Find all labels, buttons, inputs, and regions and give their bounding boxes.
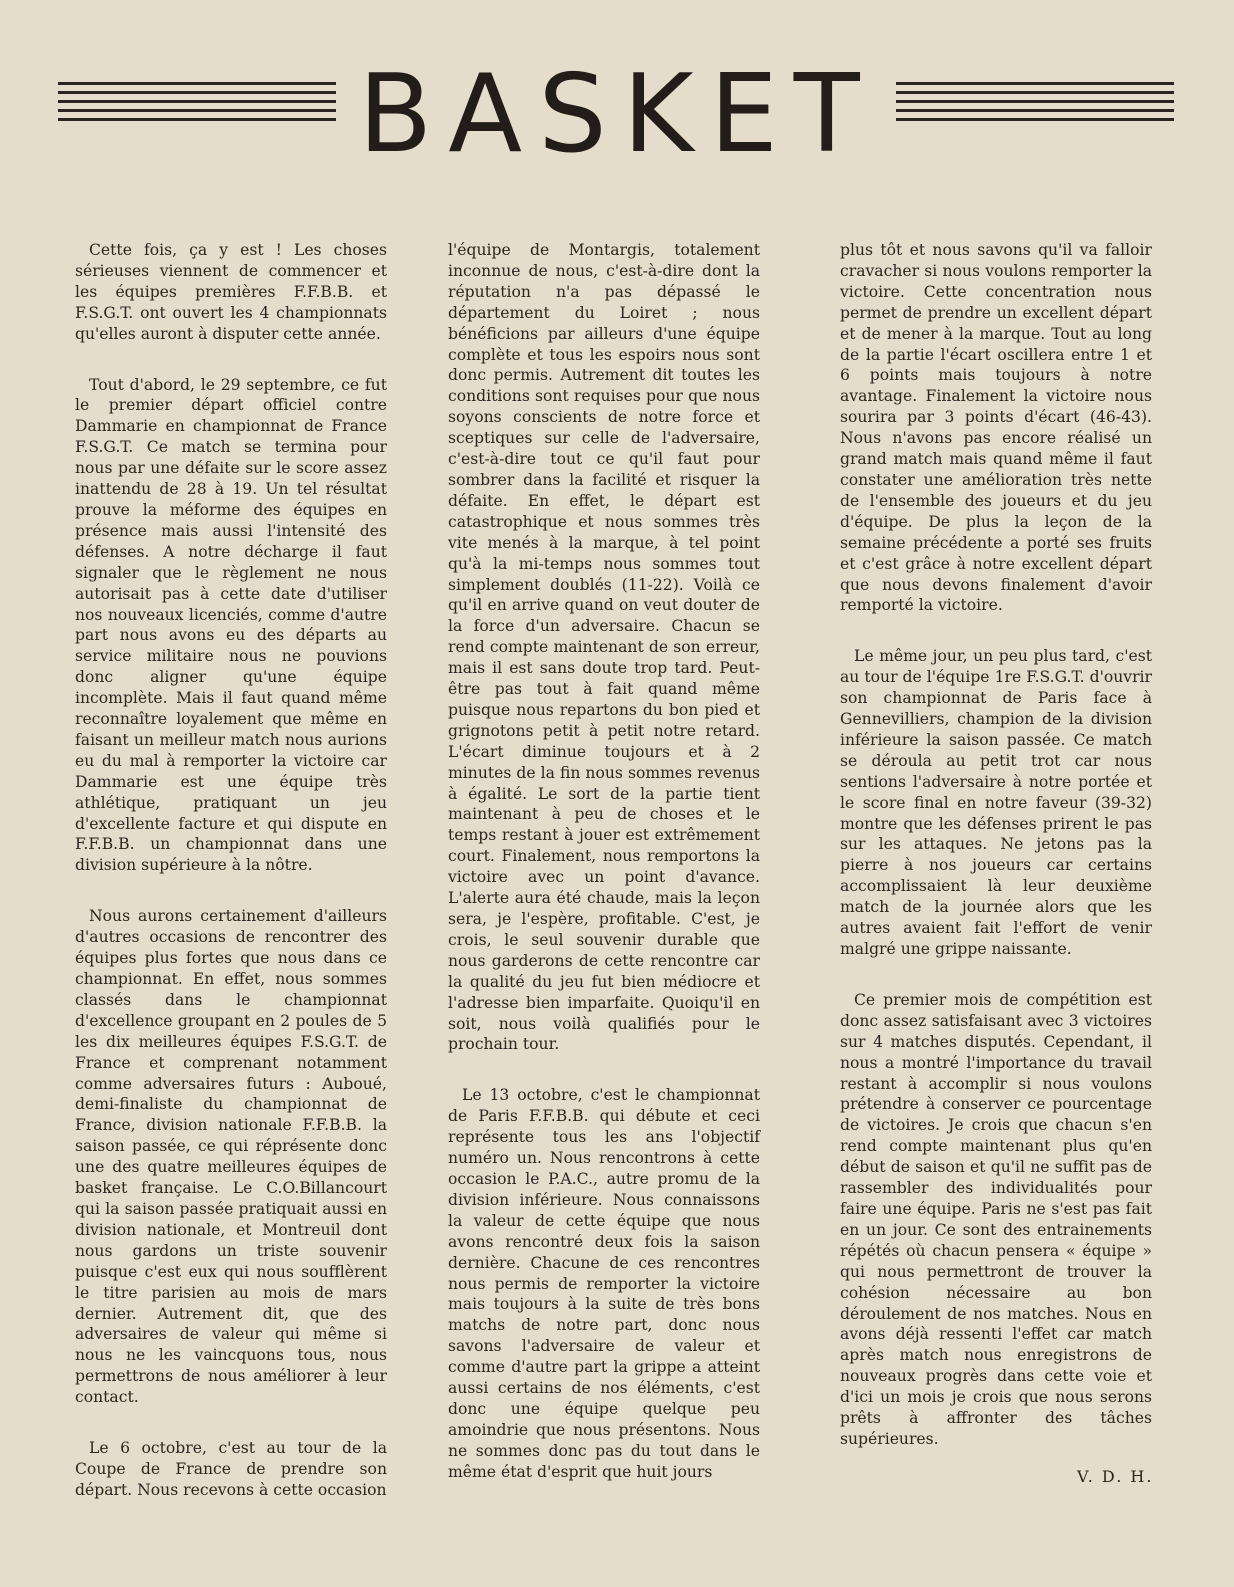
paragraph: l'équipe de Montargis, totalement inconnue de nous, c'est-à-dire dont la réputation n'a pas dépassé le département du Loiret ; nous bénéficions par ailleurs d'une équipe complète et tous les espoirs nous sont donc permis. Autrement dit toutes les conditions sont requises pour que nous soyons conscients de notre force et sceptiques sur celle de l'adversaire, c'est-à-dire tout ce qu'il faut pour sombrer dans la facilité et risquer la défaite. En effet, le départ est catastrophique et nous sommes très vite menés à la marque, à tel point qu'à la mi-temps nous sommes tout simplement doublés (11-22). Voilà ce qu'il en arrive quand on veut douter de la force d'un adversaire. Chacun se rend compte maintenant de son erreur, mais il est sans doute trop tard. Peut-être pas tout à fait quand même puisque nous repartons du bon pied et grignotons petit à petit notre retard. L'écart diminue toujours et à 2 minutes de la fin nous sommes revenus à égalité. Le sort de la partie tient maintenant à peu de choses et le temps restant à jouer est extrêmement court. Finalement, nous remportons la victoire avec un point d'avance. L'alerte aura été chaude, mais la leçon sera, je l'espère, profitable. C'est, je crois, le seul souvenir durable que nous garderons de cette rencontre car la qualité du jeu fut bien médiocre et l'adresse bien imparfaite. Quoiqu'il en soit, nous voilà qualifiés pour le prochain tour. <box>448 241 760 1054</box>
article-column-3 <box>840 240 1152 1450</box>
paragraph: Le même jour, un peu plus tard, c'est au tour de l'équipe 1re F.S.G.T. d'ouvrir son championnat de Paris face à Gennevilliers, champion de la division inférieure la saison passée. Ce match se déroula au petit trot car nous sentions l'adversaire à notre portée et le score final en notre faveur (39-32) montre que les défenses prirent le pas sur les attaques. Ne jetons pas la pierre à nos joueurs car certains accomplissaient là leur deuxième match de la journée alors que les autres avaient fait l'effort de venir malgré une grippe naissante. <box>840 647 1152 958</box>
paragraph: plus tôt et nous savons qu'il va falloir cravacher si nous voulons remporter la victoire. Cette concentration nous permet de prendre un excellent départ et de mener à la marque. Tout au long de la partie l'écart oscillera entre 1 et 6 points mais toujours à notre avantage. Finalement la victoire nous sourira par 3 points d'écart (46-43). Nous n'avons pas encore réalisé un grand match mais quand même il faut constater une amélioration très nette de l'ensemble des joueurs et du jeu d'équipe. De plus la leçon de la semaine précédente a porté ses fruits et c'est grâce à notre excellent départ que nous devons finalement d'avoir remporté la victoire. <box>840 241 1152 615</box>
article-column-2 <box>448 240 760 1483</box>
paragraph: Le 13 octobre, c'est le championnat de Paris F.F.B.B. qui débute et ceci représente tous les ans l'objectif numéro un. Nous rencontrons à cette occasion le P.A.C., autre promu de la division inférieure. Nous connaissons la valeur de cette équipe que nous avons rencontré deux fois la saison dernière. Chacune de ces rencontres nous permis de remporter la victoire mais toujours à la suite de très bons matchs de notre part, donc nous savons l'adversaire de valeur et comme d'autre part la grippe a atteint aussi certains de nos éléments, c'est donc une équipe quelque peu amoindrie que nous présentons. Nous ne sommes donc pas du tout dans le même état d'esprit que huit jours <box>448 1086 760 1481</box>
paragraph: Cette fois, ça y est ! Les choses sérieuses viennent de commencer et les équipes premières F.F.B.B. et F.S.G.T. ont ouvert les 4 championnats qu'elles auront à disputer cette année. <box>75 241 387 343</box>
paragraph: Nous aurons certainement d'ailleurs d'autres occasions de rencontrer des équipes plus fortes que nous dans ce championnat. En effet, nous sommes classés dans le championnat d'excellence groupant en 2 poules de 5 les dix meilleures équipes F.S.G.T. de France et comprenant notamment comme adversaires futurs : Auboué, demi-finaliste du championnat de France, division nationale F.F.B.B. la saison passée, ce qui réprésente donc une des quatre meilleures équipes de basket française. Le C.O.Billancourt qui la saison passée pratiquait aussi en division nationale, et Montreuil dont nous gardons un triste souvenir puisque c'est eux qui nous soufflèrent le titre parisien au mois de mars dernier. Autrement dit, que des adversaires de valeur qui même si nous ne les vaincquons tous, nous permettrons de nous améliorer à leur contact. <box>75 907 387 1407</box>
article-column-1 <box>75 240 387 1501</box>
decorative-rules-right <box>896 82 1174 126</box>
paragraph: Le 6 octobre, c'est au tour de la Coupe de France de prendre son départ. Nous recevons à cette occasion <box>75 1439 387 1499</box>
author-signature: V. D. H. <box>1077 1467 1154 1486</box>
masthead <box>0 52 1234 177</box>
paragraph: Ce premier mois de compétition est donc assez satisfaisant avec 3 victoires sur 4 matches disputés. Cependant, il nous a montré l'importance du travail restant à accomplir si nous voulons prétendre à conserver ce pourcentage de victoires. Je crois que chacun s'en rend compte maintenant plus qu'en début de saison et qu'il ne suffit pas de rassembler des individualités pour faire une équipe. Paris ne s'est pas fait en un jour. Ce sont des entrainements répétés où chacun pensera « équipe » qui nous permettront de trouver la cohésion nécessaire au bon déroulement de nos matches. Nous en avons déjà ressenti l'effet car match après match nous enregistrons de nouveaux progrès dans cette voie et d'ici un mois je crois que nous serons prêts à affronter des tâches supérieures. <box>840 990 1152 1448</box>
decorative-rules-left <box>58 82 336 126</box>
paragraph: Tout d'abord, le 29 septembre, ce fut le premier départ officiel contre Dammarie en championnat de France F.S.G.T. Ce match se termina pour nous par une défaite sur le score assez inattendu de 28 à 19. Un tel résultat prouve la méforme des équipes en présence mais aussi l'intensité des défenses. A notre décharge il faut signaler que le règlement ne nous autorisait pas à cette date d'utiliser nos nouveaux licenciés, comme d'autre part nous avons eu des départs au service militaire nous ne pouvions donc aligner qu'une équipe incomplète. Mais il faut quand même reconnaître loyalement que même en faisant un meilleur match nous aurions eu du mal à remporter la victoire car Dammarie est une équipe très athlétique, pratiquant un jeu d'excellente facture et qui dispute en F.F.B.B. un championnat dans une division supérieure à la nôtre. <box>75 375 387 875</box>
page-title: BASKET <box>358 52 876 177</box>
